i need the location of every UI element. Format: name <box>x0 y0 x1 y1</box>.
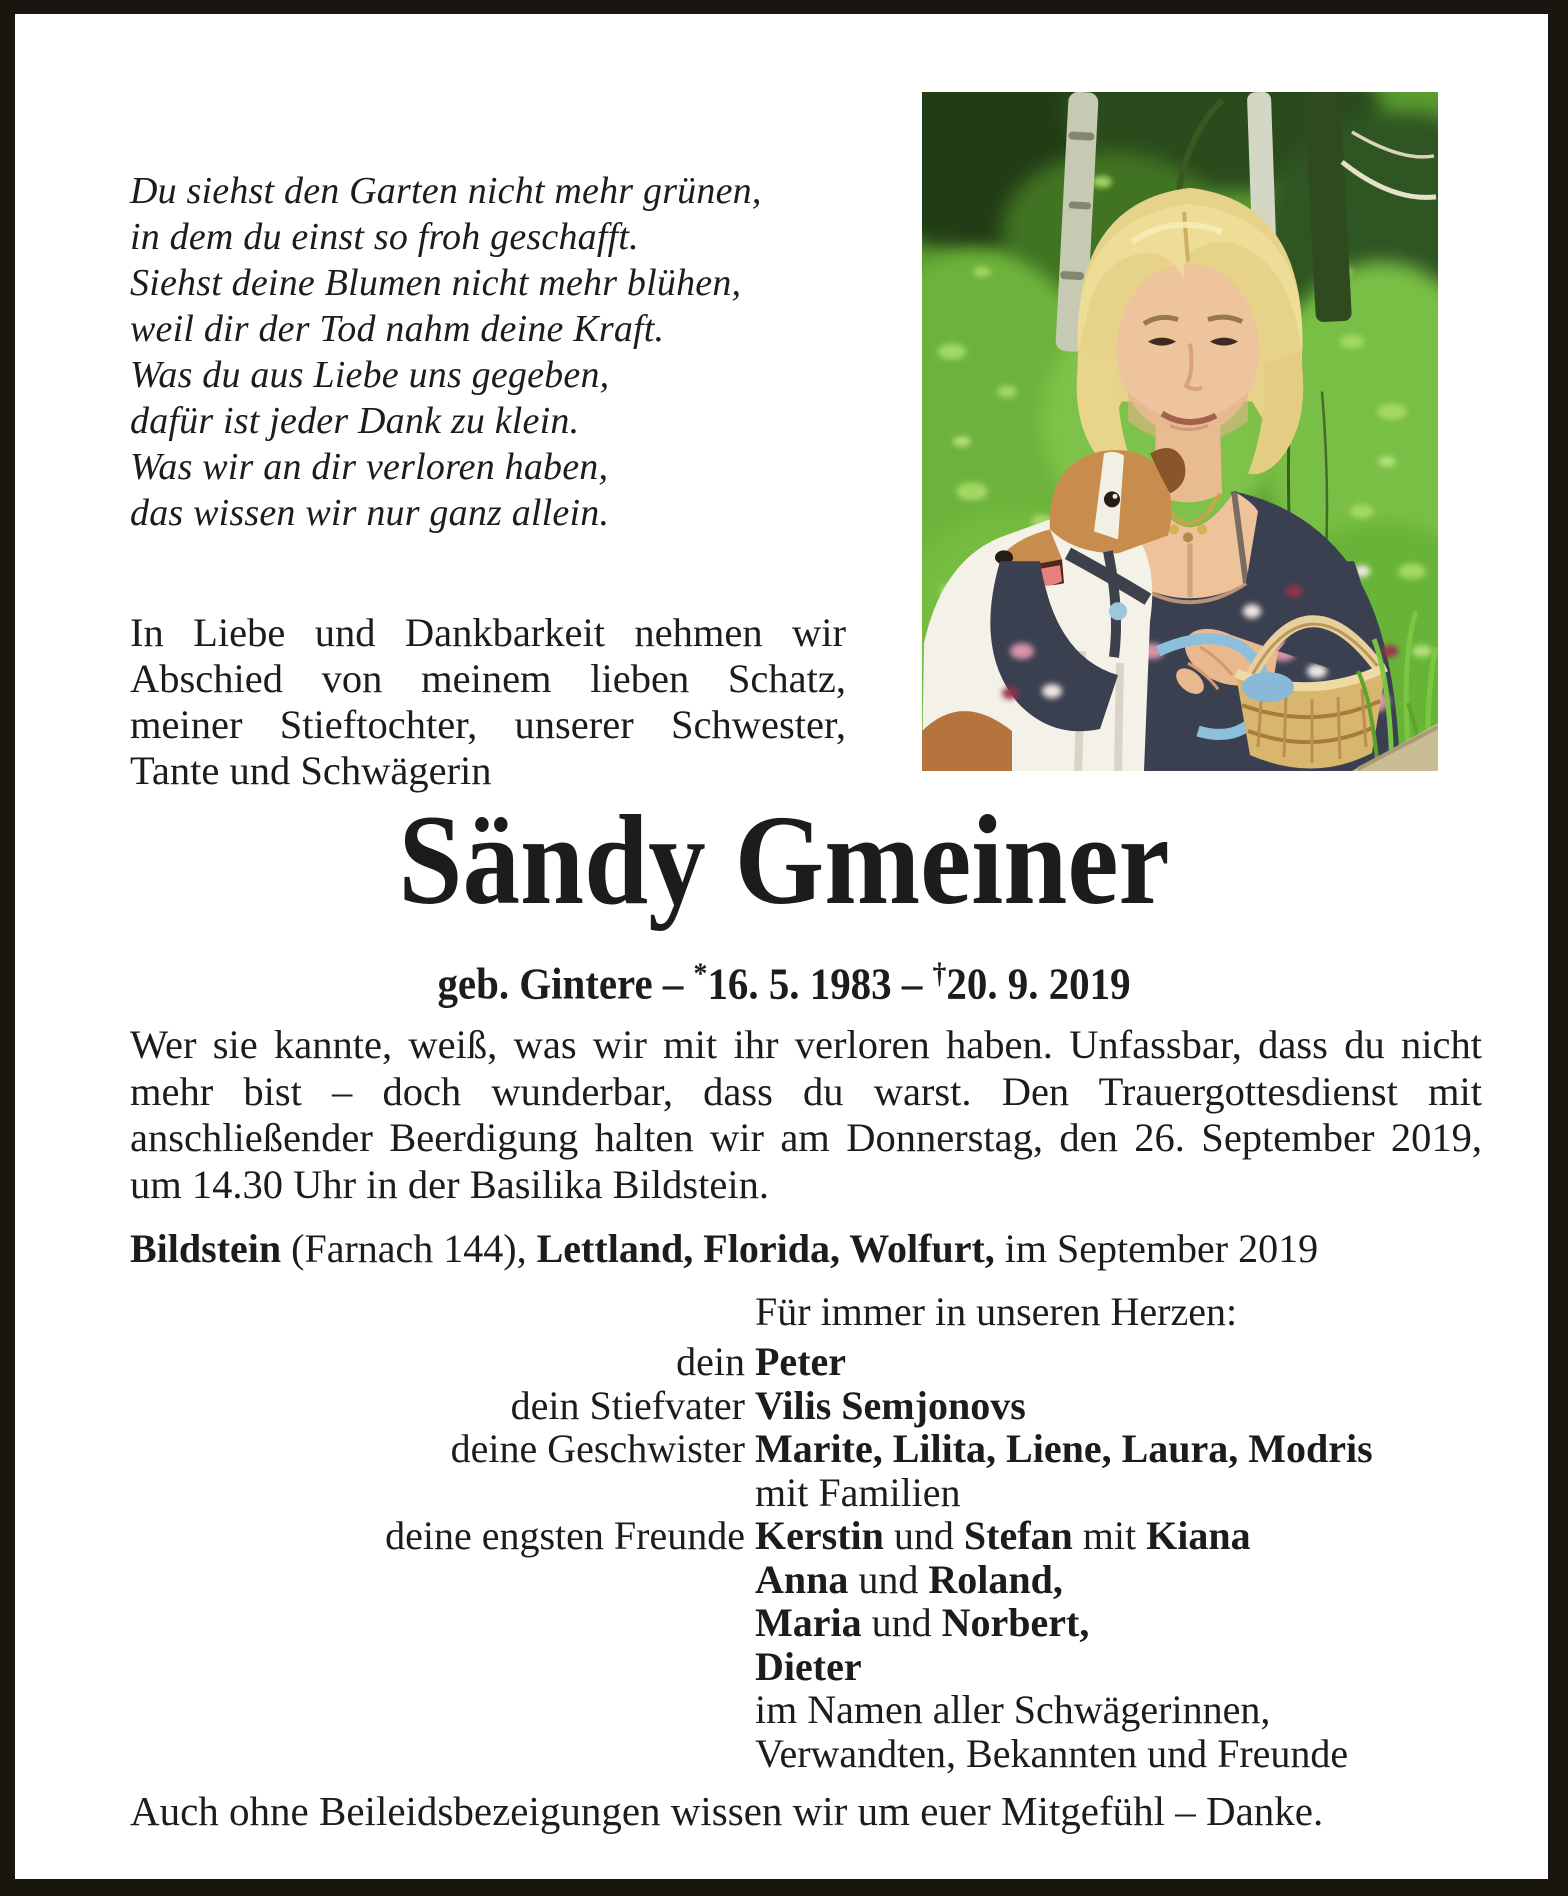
poem-line: Siehst deine Blumen nicht mehr blühen, <box>130 262 742 304</box>
mourner-note: Verwandten, Bekannten und Freunde <box>755 1730 1349 1776</box>
location-places: Lettland, Florida, Wolfurt, <box>536 1226 995 1271</box>
death-date: 20. 9. 2019 <box>946 959 1131 1009</box>
connector: mit <box>1072 1513 1147 1558</box>
mourner-relation: deine engsten Freunde <box>385 1513 745 1558</box>
mourner-relation <box>130 1645 755 1689</box>
mourner-row <box>130 1558 1538 1602</box>
mourner-relation <box>130 1558 755 1602</box>
mourner-name: Kerstin <box>755 1513 884 1558</box>
birth-date: 16. 5. 1983 – <box>707 959 933 1009</box>
mourner-name: Dieter <box>755 1643 862 1689</box>
connector: und <box>861 1600 942 1645</box>
mourner-row <box>130 1732 1538 1776</box>
mourner-name: Roland, <box>928 1556 1063 1602</box>
poem-line: in dem du einst so froh geschafft. <box>130 216 639 258</box>
mourner-name: Kiana <box>1146 1513 1251 1558</box>
funeral-announcement: Wer sie kannte, weiß, was wir mit ihr verloren haben. Unfassbar, dass du nicht mehr bist – doch wunderbar, dass du warst. Den Trauergottesdienst mit anschließender Beerdigung halten wir am Donnerstag, den 26. September 2019, um 14.30 Uhr in der Basilika Bildstein. <box>130 1022 1482 1207</box>
mourner-row <box>130 1384 1538 1428</box>
mourner-relation: deine Geschwister <box>450 1426 745 1471</box>
farewell-heading: Für immer in unseren Herzen: <box>755 1289 1238 1334</box>
mourner-name: Vilis Semjonovs <box>755 1382 1026 1428</box>
mourner-row <box>130 1471 1538 1515</box>
condolence-closing-line: Auch ohne Beileidsbezeigungen wissen wir um euer Mitgefühl – Danke. <box>130 1788 1324 1834</box>
mourner-row <box>130 1688 1538 1732</box>
mourner-name: Marite, Lilita, Liene, Laura, Modris <box>755 1426 1373 1471</box>
poem-line: Du siehst den Garten nicht mehr grünen, <box>130 170 762 212</box>
died-cross-symbol: † <box>932 957 947 990</box>
location-line <box>130 1226 1530 1272</box>
mourner-row <box>130 1340 1538 1384</box>
mourner-row <box>130 1427 1538 1471</box>
memorial-poem <box>130 168 762 536</box>
mourner-relation <box>130 1601 755 1645</box>
mourner-relation <box>130 1688 755 1732</box>
maiden-name: geb. Gintere – <box>437 959 694 1009</box>
deceased-name: Sändy Gmeiner <box>398 789 1170 931</box>
mourner-relation: dein Stiefvater <box>510 1382 745 1428</box>
mourner-name: Anna <box>755 1556 849 1602</box>
poem-line: das wissen wir nur ganz allein. <box>130 492 610 534</box>
farewell-intro: In Liebe und Dankbarkeit nehmen wir Abschied von meinem lieben Schatz, meiner Stieftochter, unserer Schwester, Tante und Schwägerin <box>130 610 846 793</box>
mourner-note: im Namen aller Schwägerinnen, <box>755 1687 1271 1732</box>
mourner-row <box>130 1645 1538 1689</box>
location-address: (Farnach 144), <box>281 1226 537 1271</box>
poem-line: weil dir der Tod nahm deine Kraft. <box>130 308 665 350</box>
mourner-row <box>130 1514 1538 1558</box>
poem-line: Was du aus Liebe uns gegeben, <box>130 354 610 396</box>
mourners-list <box>130 1340 1538 1775</box>
mourner-name: Stefan <box>963 1513 1073 1558</box>
location-date: im September 2019 <box>994 1226 1319 1271</box>
mourner-relation <box>130 1732 755 1776</box>
poem-line: dafür ist jeder Dank zu klein. <box>130 400 580 442</box>
portrait-photo <box>922 92 1438 771</box>
born-star-symbol: * <box>693 957 708 990</box>
mourner-name: Maria <box>755 1600 862 1645</box>
mourner-name: Peter <box>755 1339 847 1384</box>
connector: und <box>883 1513 964 1558</box>
portrait-photo-illustration <box>922 92 1438 771</box>
connector: und <box>848 1556 929 1602</box>
poem-line: Was wir an dir verloren haben, <box>130 446 609 488</box>
mourner-name: Norbert, <box>941 1600 1090 1645</box>
mourner-relation: dein <box>676 1339 745 1384</box>
mourner-row <box>130 1601 1538 1645</box>
mourner-relation <box>130 1471 755 1515</box>
mourner-note: mit Familien <box>755 1469 961 1515</box>
birth-death-line <box>55 950 1513 1009</box>
location-town: Bildstein <box>130 1226 282 1271</box>
